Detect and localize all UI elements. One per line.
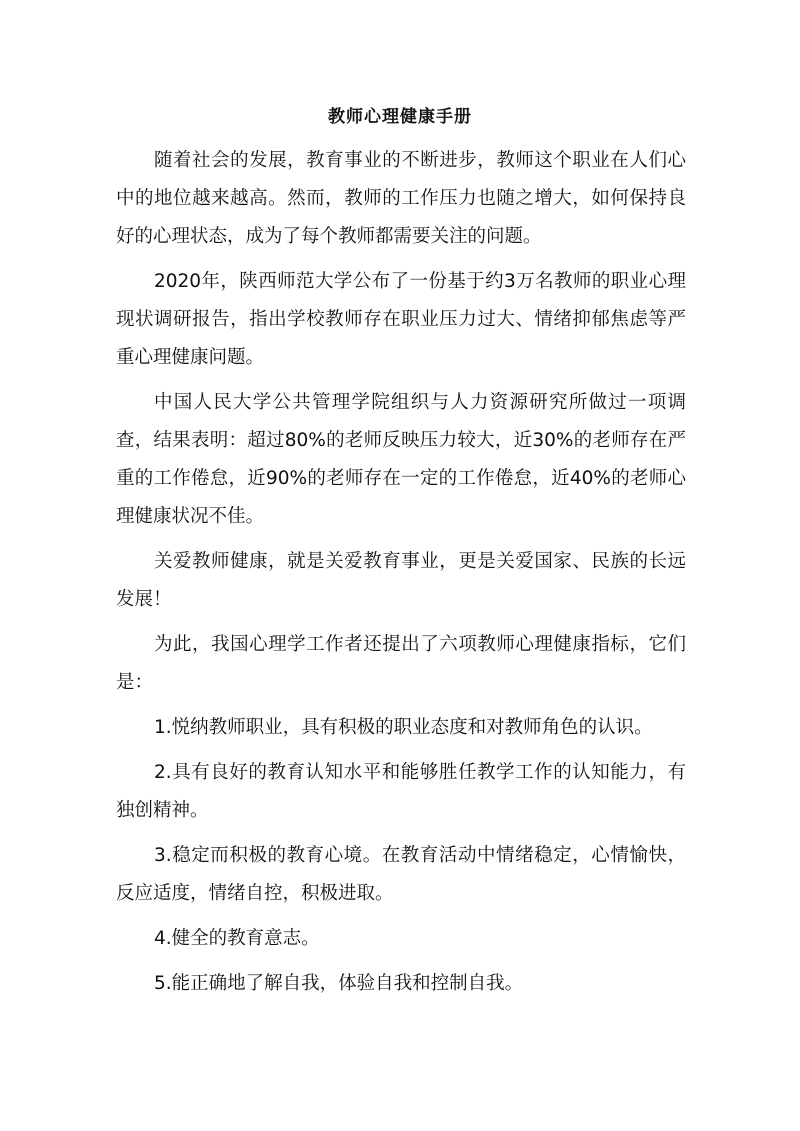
paragraph-intro: 随着社会的发展，教育事业的不断进步，教师这个职业在人们心中的地位越来越高。然而，教师的工作压力也随之增大，如何保持良好的心理状态，成为了每个教师都需要关注的问题。 <box>116 150 686 247</box>
paragraph-care: 关爱教师健康，就是关爱教育事业，更是关爱国家、民族的长远发展！ <box>116 551 686 610</box>
document-body <box>116 142 686 1010</box>
list-item-indicator-1: 1.悦纳教师职业，具有积极的职业态度和对教师角色的认识。 <box>154 717 653 738</box>
list-item-indicator-3: 3.稳定而积极的教育心境。在教育活动中情绪稳定，心情愉快，反应适度，情绪自控，积极进取。 <box>116 845 686 904</box>
paragraph-indicators-intro: 为此，我国心理学工作者还提出了六项教师心理健康指标，它们是： <box>116 634 686 693</box>
list-item-indicator-2: 2.具有良好的教育认知水平和能够胜任教学工作的认知能力，有独创精神。 <box>116 762 686 821</box>
list-item-indicator-5: 5.能正确地了解自我，体验自我和控制自我。 <box>154 973 524 994</box>
list-item-indicator-4: 4.健全的教育意志。 <box>154 928 320 949</box>
paragraph-survey-renmin: 中国人民大学公共管理学院组织与人力资源研究所做过一项调查，结果表明：超过80%的老师反映压力较大，近30%的老师存在严重的工作倦怠，近90%的老师存在一定的工作倦怠，近40%的老师心理健康状况不佳。 <box>116 392 686 527</box>
paragraph-survey-shaanxi: 2020年，陕西师范大学公布了一份基于约3万名教师的职业心理现状调研报告，指出学校教师存在职业压力过大、情绪抑郁焦虑等严重心理健康问题。 <box>116 271 686 368</box>
page-title: 教师心理健康手册 <box>328 107 472 127</box>
